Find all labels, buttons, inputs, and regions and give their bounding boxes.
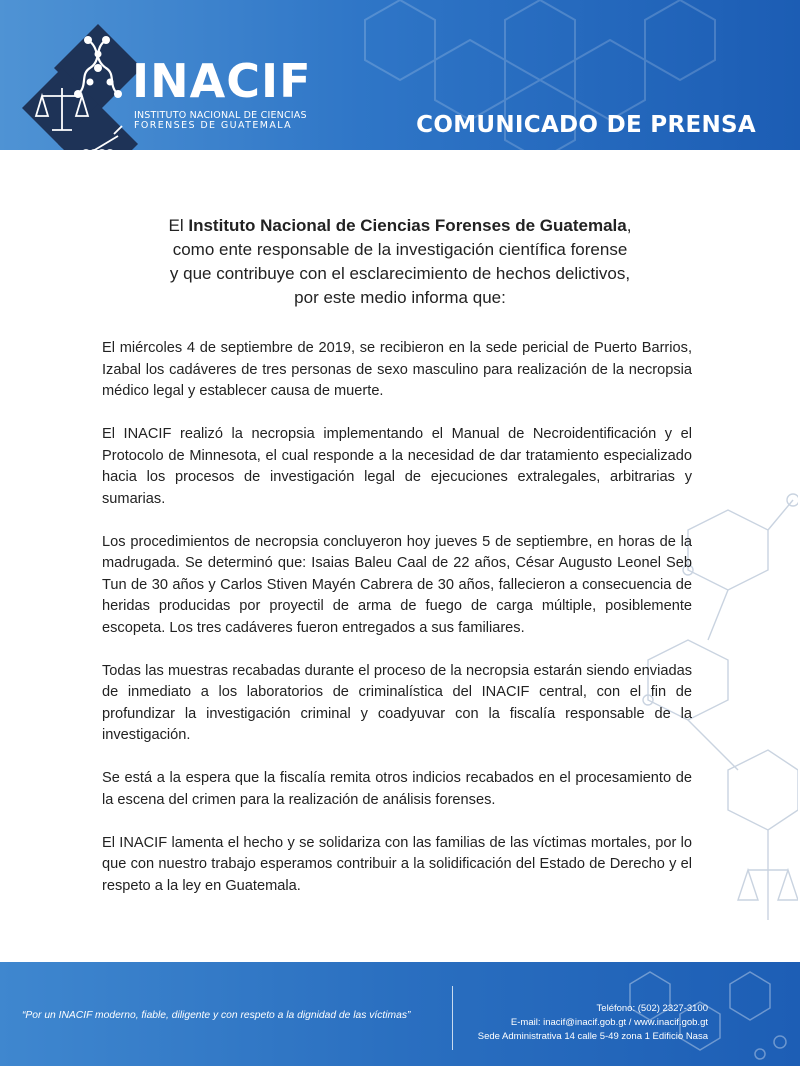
- inacif-logo-icon: [18, 12, 146, 150]
- page-title: COMUNICADO DE PRENSA: [416, 112, 756, 138]
- paragraph-4: Todas las muestras recabadas durante el proceso de la necropsia estarán siendo enviadas de inmediato a los laboratorios de criminalística del INACIF central, con el fin de profundizar la investigación criminal y coadyuvar con la fiscalía responsable de la investigación.: [102, 662, 692, 743]
- intro-line-2: como ente responsable de la investigación científica forense: [172, 240, 628, 259]
- intro-line-1: [100, 214, 700, 238]
- logo-subtitle-line1: INSTITUTO NACIONAL DE CIENCIAS: [134, 110, 307, 121]
- press-release-body: [102, 338, 692, 919]
- intro-comma: ,: [626, 216, 632, 235]
- contact-address: Sede Administrativa 14 calle 5-49 zona 1 Edificio Nasa: [477, 1031, 708, 1042]
- footer-banner: [0, 962, 800, 1066]
- footer-motto: “Por un INACIF moderno, fiable, diligente y con respeto a la dignidad de las víctimas”: [22, 1010, 411, 1021]
- logo-wordmark: INACIF: [132, 54, 312, 108]
- intro-statement: [100, 214, 700, 310]
- intro-line-3: y que contribuye con el esclarecimiento de hechos delictivos,: [169, 264, 631, 283]
- paragraph-3: Los procedimientos de necropsia concluyeron hoy jueves 5 de septiembre, en horas de la madrugada. Se determinó que: Isaias Baleu Caal de 22 años, César Augusto Leonel Seb Tun de 30 años y Carlos Stiven Mayén Cabrera de 30 años, fallecieron a consecuencia de heridas producidas por proyectil de arma de fuego de carga múltiple, posiblemente escopeta. Los tres cadáveres fueron entregados a sus familiares.: [102, 533, 692, 636]
- intro-prefix: El: [168, 216, 189, 235]
- header-banner: [0, 0, 800, 150]
- intro-line-4: por este medio informa que:: [294, 288, 506, 307]
- paragraph-5: Se está a la espera que la fiscalía remita otros indicios recabados en el procesamiento de la escena del crimen para la realización de análisis forenses.: [102, 770, 692, 808]
- contact-info: [408, 1002, 708, 1044]
- contact-phone: Teléfono: (502) 2327-3100: [596, 1003, 708, 1014]
- institution-name: Instituto Nacional de Ciencias Forenses de Guatemala: [188, 216, 627, 235]
- paragraph-6: El INACIF lamenta el hecho y se solidariza con las familias de las víctimas mortales, por lo que con nuestro trabajo esperamos contribuir a la solidificación del Estado de Derecho y el respeto a la ley en Guatemala.: [102, 834, 692, 894]
- contact-email-web: E-mail: inacif@inacif.gob.gt / www.inacif.gob.gt: [510, 1017, 708, 1028]
- paragraph-2: El INACIF realizó la necropsia implementando el Manual de Necroidentificación y el Protocolo de Minnesota, el cual responde a la necesidad de dar tratamiento especializado hacia los procesos de investigación legal de ejecuciones extralegales, arbitrarias y sumarias.: [102, 426, 692, 507]
- paragraph-1: El miércoles 4 de septiembre de 2019, se recibieron en la sede pericial de Puerto Barrios, Izabal los cadáveres de tres personas de sexo masculino para realización de la necropsia médico legal y establecer causa de muerte.: [102, 340, 692, 399]
- logo-subtitle-line2: FORENSES DE GUATEMALA: [134, 120, 293, 131]
